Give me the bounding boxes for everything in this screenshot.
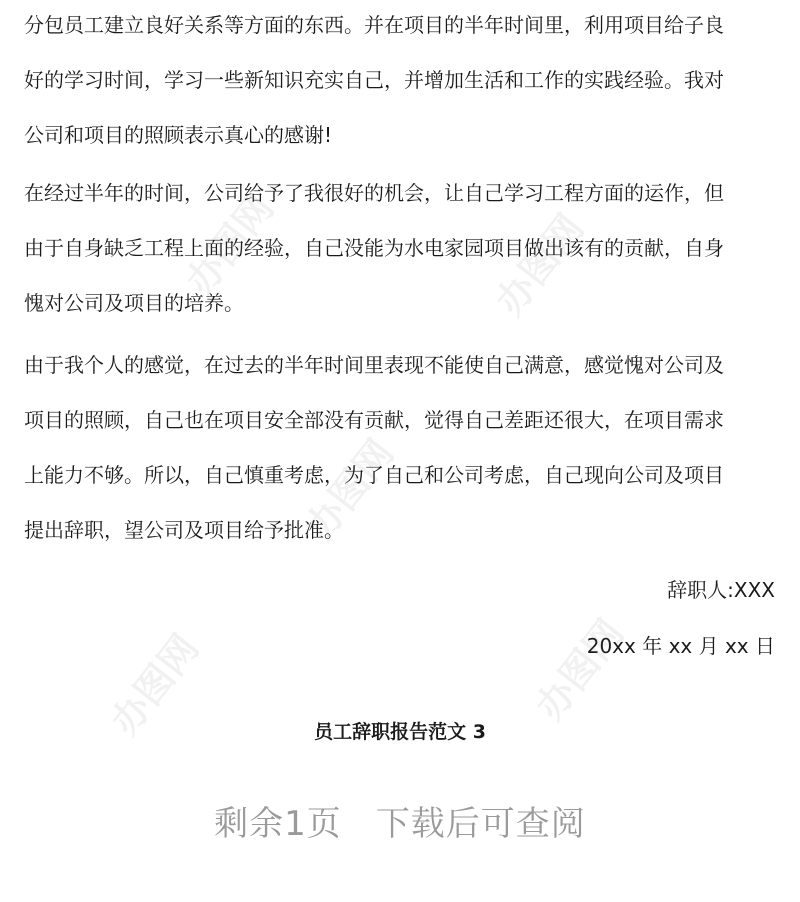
paragraph-line: 在经过半年的时间，公司给予了我很好的机会，让自己学习工程方面的运作，但 [24,181,724,205]
download-hint-text: 下载后可查阅 [375,804,586,844]
watermark-logo: 办图网 [297,431,403,549]
paragraph-line: 提出辞职，望公司及项目给予批准。 [24,518,344,542]
body-paragraph-1 [24,0,776,163]
watermark-logo: 办图网 [102,626,208,744]
next-section-title: 员工辞职报告范文 3 [314,721,486,743]
watermark-logo: 办图网 [487,206,593,324]
body-paragraph-3 [24,338,776,558]
paragraph-line: 好的学习时间，学习一些新知识充实自己，并增加生活和工作的实践经验。我对 [24,68,724,92]
paragraph-line: 项目的照顾，自己也在项目安全部没有贡献，觉得自己差距还很大，在项目需求 [24,408,724,432]
watermark-logo: 办图网 [527,611,633,729]
preview-remaining-notice[interactable] [0,800,800,848]
body-paragraph-2 [24,166,776,331]
remaining-pages-text: 剩余1页 [214,804,342,844]
paragraph-line: 由于我个人的感觉，在过去的半年时间里表现不能使自己满意，感觉愧对公司及 [24,353,724,377]
signature-date: 20xx 年 xx 月 xx 日 [586,634,775,658]
paragraph-line: 上能力不够。所以，自己慎重考虑，为了自己和公司考虑，自己现向公司及项目 [24,463,724,487]
signer-name: 辞职人:XXX [667,578,775,602]
paragraph-line: 愧对公司及项目的培养。 [24,291,244,315]
paragraph-line: 公司和项目的照顾表示真心的感谢! [24,123,333,147]
paragraph-line: 由于自身缺乏工程上面的经验，自己没能为水电家园项目做出该有的贡献，自身 [24,236,724,260]
paragraph-line: 分包员工建立良好关系等方面的东西。并在项目的半年时间里，利用项目给子良 [24,13,724,37]
watermark-logo: 办图网 [177,186,283,304]
